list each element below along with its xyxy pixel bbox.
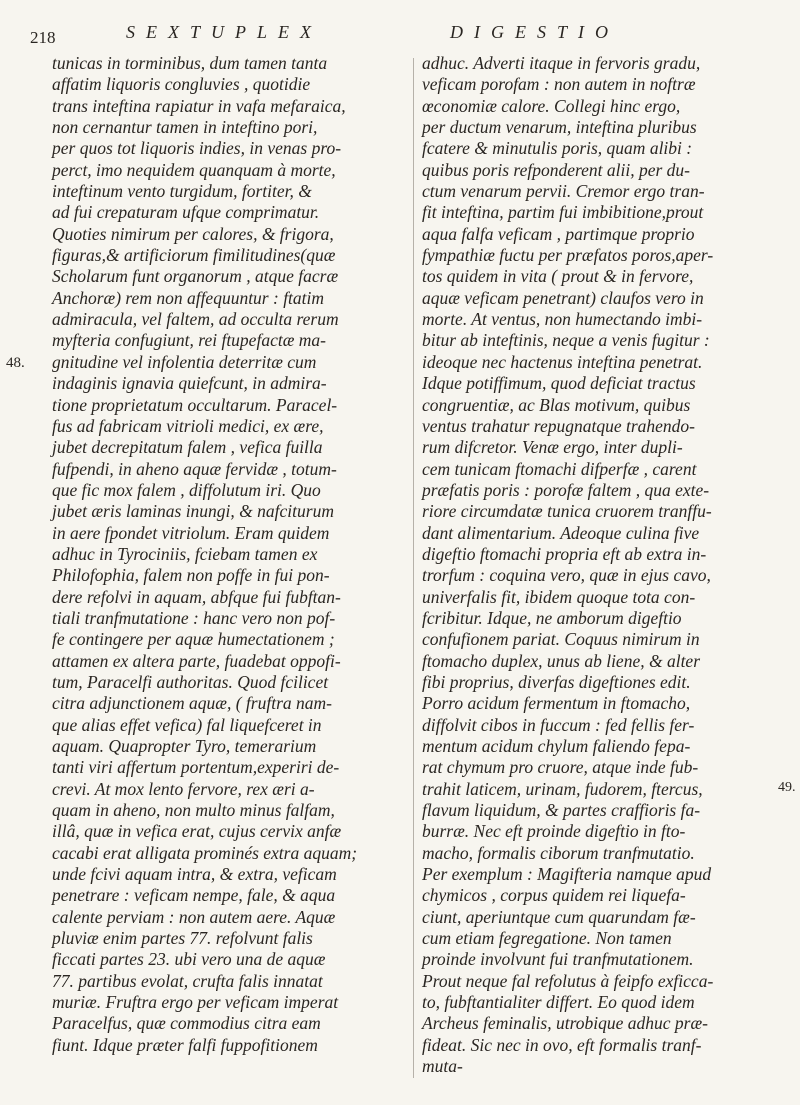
- text-line: Archeus feminalis, utrobique adhuc præ-: [422, 1013, 708, 1034]
- text-line: per quos tot liquoris indies, in venas pro-: [52, 138, 342, 159]
- text-line: fcribitur. Idque, ne amborum digeftio: [422, 607, 682, 628]
- text-line: chymicos , corpus quidem rei liquefa-: [422, 885, 686, 906]
- text-line: tunicas in torminibus, dum tamen tanta: [52, 53, 328, 73]
- text-line: que fic mox falem , diffolutum iri. Quo: [52, 479, 321, 500]
- text-line: indaginis ignavia quiefcunt, in admira-: [52, 373, 327, 394]
- text-line: ventus trahatur repugnatque trahendo-: [422, 415, 696, 436]
- text-line: quibus poris refponderent alii, per du-: [422, 159, 690, 180]
- text-line: quam in aheno, non multo minus falfam,: [52, 800, 335, 821]
- text-line: que alias effet vefica) fal liquefceret in: [52, 714, 322, 735]
- text-line: pluviæ enim partes 77. refolvunt falis: [52, 928, 313, 949]
- text-line: admiracula, vel faltem, ad occulta rerum: [52, 309, 339, 330]
- text-line: jubet decrepitatum falem , vefica fuilla: [52, 437, 323, 458]
- text-line: tiali tranfmutatione : hanc vero non pof-: [52, 607, 336, 628]
- text-line: fympathiæ fuctu per præfatos poros,aper-: [422, 245, 714, 266]
- text-line: muriæ. Fruftra ergo per veficam imperat: [52, 992, 339, 1013]
- text-line: œconomiæ calore. Collegi hinc ergo,: [422, 95, 681, 116]
- text-line: attamen ex altera parte, fuadebat oppofi-: [52, 650, 341, 671]
- running-title-left: SEXTUPLEX: [126, 22, 322, 42]
- text-line: affatim liquoris congluvies , quotidie: [52, 74, 311, 95]
- text-line: adhuc in Tyrociniis, fciebam tamen ex: [52, 543, 318, 564]
- text-line: illâ, quæ in vefica erat, cujus cervix anfæ: [52, 821, 342, 842]
- text-line: tanti viri affertum portentum,experiri de-: [52, 757, 340, 778]
- text-line: ciunt, aperiuntque cum quarundam fæ-: [422, 906, 696, 927]
- text-line: gnitudine vel infolentia deterritæ cum: [52, 351, 317, 372]
- text-line: fideat. Sic nec in ovo, eft formalis tranf-: [422, 1034, 702, 1055]
- text-line: muta-: [422, 1056, 463, 1077]
- text-line: Porro acidum fermentum in ftomacho,: [422, 693, 691, 714]
- text-line: præfatis poris : porofæ faltem , qua exte-: [422, 479, 710, 500]
- text-line: tione proprietatum occultarum. Paracel-: [52, 394, 338, 415]
- text-line: Idque potiffimum, quod deficiat tractus: [422, 373, 696, 394]
- text-line: congruentiæ, ac Blas motivum, quibus: [422, 394, 691, 415]
- text-line: dant alimentarium. Adeoque culina five: [422, 522, 700, 543]
- text-line: unde fcivi aquam intra, & extra, veficam: [52, 864, 337, 885]
- running-title-right: DIGESTIO: [450, 22, 619, 42]
- text-line: perct, imo nequidem quanquam à morte,: [52, 159, 336, 180]
- text-line: trans inteftina rapiatur in vafa mefaraica,: [52, 95, 346, 116]
- text-line: ideoque nec hactenus inteftina penetrat.: [422, 351, 703, 372]
- text-line: Anchoræ) rem non affequuntur : ftatim: [52, 287, 325, 308]
- text-line: Per exemplum : Magifteria namque apud: [422, 864, 712, 885]
- text-line: ctum venarum pervii. Cremor ergo tran-: [422, 181, 705, 202]
- right-text-column: [422, 53, 784, 1078]
- text-line: tos quidem in vita ( prout & in fervore,: [422, 266, 694, 287]
- text-line: rat chymum pro cruore, atque inde fub-: [422, 757, 699, 778]
- text-line: tum, Paracelfi authoritas. Quod fcilicet: [52, 671, 329, 692]
- text-line: myfteria confugiunt, rei ftupefactæ ma-: [52, 330, 326, 351]
- text-line: Prout neque fal refolutus à feipfo exficca-: [422, 970, 714, 991]
- text-line: cum etiam fegregatione. Non tamen: [422, 928, 672, 949]
- text-line: figuras,& artificiorum fimilitudines(quæ: [52, 245, 336, 266]
- margin-section-number-right: 49.: [778, 780, 796, 795]
- text-line: fiunt. Idque præter falfi fuppofitionem: [52, 1034, 318, 1055]
- text-line: digeftio ftomachi propria eft ab extra in-: [422, 543, 707, 564]
- text-line: citra adjunctionem aquæ, ( fruftra nam-: [52, 693, 332, 714]
- text-line: aquæ veficam penetrant) claufos vero in: [422, 287, 704, 308]
- text-line: fit inteftina, partim fui imbibitione,prout: [422, 202, 704, 223]
- text-line: macho, formalis ciborum tranfmutatio.: [422, 842, 695, 863]
- text-line: per ductum venarum, inteftina pluribus: [422, 117, 697, 138]
- text-line: dere refolvi in aquam, abfque fui fubftan-: [52, 586, 341, 607]
- text-line: aqua falfa veficam , partimque proprio: [422, 223, 695, 244]
- text-line: ad fui crepaturam ufque comprimatur.: [52, 202, 320, 223]
- text-line: bitur ab inteftinis, neque a venis fugitur :: [422, 330, 710, 351]
- text-line: veficam porofam : non autem in noftræ: [422, 74, 696, 95]
- column-divider: [413, 58, 414, 1078]
- text-line: cacabi erat alligata prominés extra aquam;: [52, 842, 358, 863]
- text-line: fufpendi, in aheno aquæ fervidæ , totum-: [52, 458, 337, 479]
- text-line: calente perviam : non autem aere. Aquæ: [52, 906, 336, 927]
- text-line: aquam. Quapropter Tyro, temerarium: [52, 736, 317, 756]
- text-line: fe contingere per aquæ humectationem ;: [52, 629, 335, 650]
- text-line: proinde involvunt fui tranfmutationem.: [422, 949, 694, 970]
- text-line: to, fubftantialiter differt. Eo quod idem: [422, 992, 695, 1013]
- text-line: flavum liquidum, & partes craffioris fa-: [422, 800, 701, 821]
- text-line: riore circumdatæ tunica cruorem tranffu-: [422, 501, 712, 522]
- text-line: inteftinum vento turgidum, fortiter, &: [52, 181, 312, 202]
- text-line: jubet æris laminas inungi, & nafciturum: [52, 501, 334, 522]
- text-line: fus ad fabricam vitrioli medici, ex ære,: [52, 415, 324, 436]
- text-line: mentum acidum chylum faliendo fepa-: [422, 736, 691, 756]
- text-line: penetrare : veficam nempe, fale, & aqua: [52, 885, 336, 906]
- text-line: diffolvit cibos in fuccum : fed fellis fer-: [422, 714, 695, 735]
- text-line: trorfum : coquina vero, quæ in ejus cavo,: [422, 565, 711, 586]
- text-line: non cernantur tamen in inteftino pori,: [52, 117, 318, 138]
- text-line: burræ. Nec eft proinde digeftio in fto-: [422, 821, 686, 842]
- text-line: Paracelfus, quæ commodius citra eam: [52, 1013, 321, 1034]
- text-line: adhuc. Adverti itaque in fervoris gradu,: [422, 53, 701, 73]
- text-line: 77. partibus evolat, crufta falis innatat: [52, 970, 323, 991]
- left-text-column: [52, 53, 407, 1056]
- page-number: 218: [30, 28, 56, 47]
- running-head: [30, 22, 770, 52]
- text-line: rum difcretor. Venæ ergo, inter dupli-: [422, 437, 683, 458]
- text-line: Scholarum funt organorum , atque facræ: [52, 266, 339, 287]
- text-line: in aere fpondet vitriolum. Eram quidem: [52, 522, 330, 543]
- text-line: confufionem pariat. Coquus nimirum in: [422, 629, 700, 650]
- text-line: fibi proprius, diverfas digeftiones edit.: [422, 671, 691, 692]
- text-line: Quoties nimirum per calores, & frigora,: [52, 223, 334, 244]
- text-line: crevi. At mox lento fervore, rex æri a-: [52, 778, 315, 799]
- text-line: ftomacho duplex, unus ab liene, & alter: [422, 650, 701, 671]
- text-line: cem tunicam ftomachi difperfæ , carent: [422, 458, 697, 479]
- margin-section-number-left: 48.: [6, 355, 25, 371]
- text-line: univerfalis fit, ibidem quoque tota con-: [422, 586, 696, 607]
- text-line: Philofophia, falem non poffe in fui pon-: [52, 565, 330, 586]
- text-line: ficcati partes 23. ubi vero una de aquæ: [52, 949, 326, 970]
- text-line: fcatere & minutulis poris, quam alibi :: [422, 138, 693, 159]
- text-line: trahit laticem, urinam, fudorem, ftercus,: [422, 778, 703, 799]
- text-line: morte. At ventus, non humectando imbi-: [422, 309, 703, 330]
